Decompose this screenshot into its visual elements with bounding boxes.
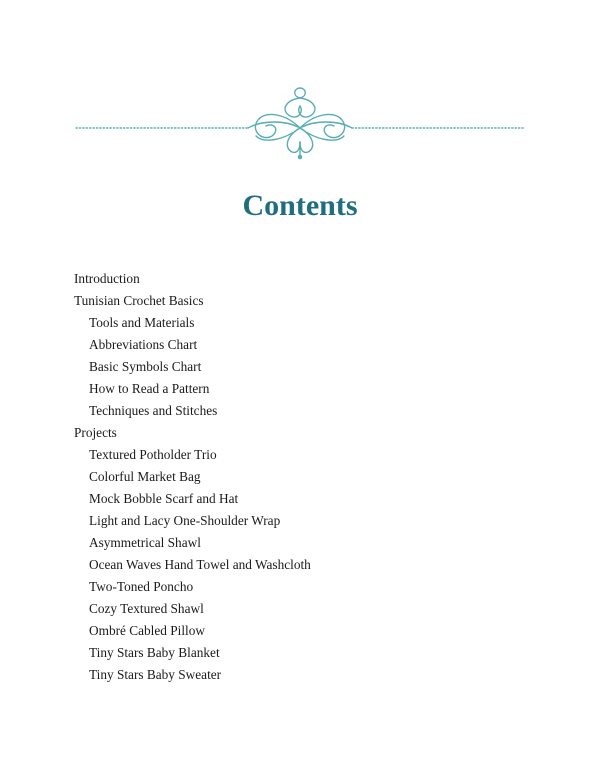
toc-subitem[interactable]: Basic Symbols Chart [89,359,202,374]
toc-item[interactable]: Projects [74,425,117,440]
flourish-divider-icon [0,80,600,160]
toc-subitem[interactable]: Ombré Cabled Pillow [89,623,205,638]
toc-subitem[interactable]: Cozy Textured Shawl [89,601,204,616]
toc-subitem[interactable]: Tools and Materials [89,315,195,330]
toc-subitem[interactable]: Asymmetrical Shawl [89,535,201,550]
toc-item[interactable]: Introduction [74,271,140,286]
toc-subitem[interactable]: Abbreviations Chart [89,337,198,352]
toc-subitem[interactable]: Textured Potholder Trio [89,447,217,462]
page-title: Contents [242,189,358,222]
toc-subitem[interactable]: Mock Bobble Scarf and Hat [89,491,239,506]
toc-subitem[interactable]: How to Read a Pattern [89,381,210,396]
toc-subitem[interactable]: Two-Toned Poncho [89,579,194,594]
toc-item[interactable]: Tunisian Crochet Basics [74,293,204,308]
toc-subitem[interactable]: Ocean Waves Hand Towel and Washcloth [89,557,311,572]
toc-subitem[interactable]: Techniques and Stitches [89,403,218,418]
toc-subitem[interactable]: Tiny Stars Baby Sweater [89,667,222,682]
table-of-contents [74,268,311,686]
toc-subitem[interactable]: Colorful Market Bag [89,469,201,484]
toc-subitem[interactable]: Light and Lacy One-Shoulder Wrap [89,513,281,528]
toc-subitem[interactable]: Tiny Stars Baby Blanket [89,645,220,660]
